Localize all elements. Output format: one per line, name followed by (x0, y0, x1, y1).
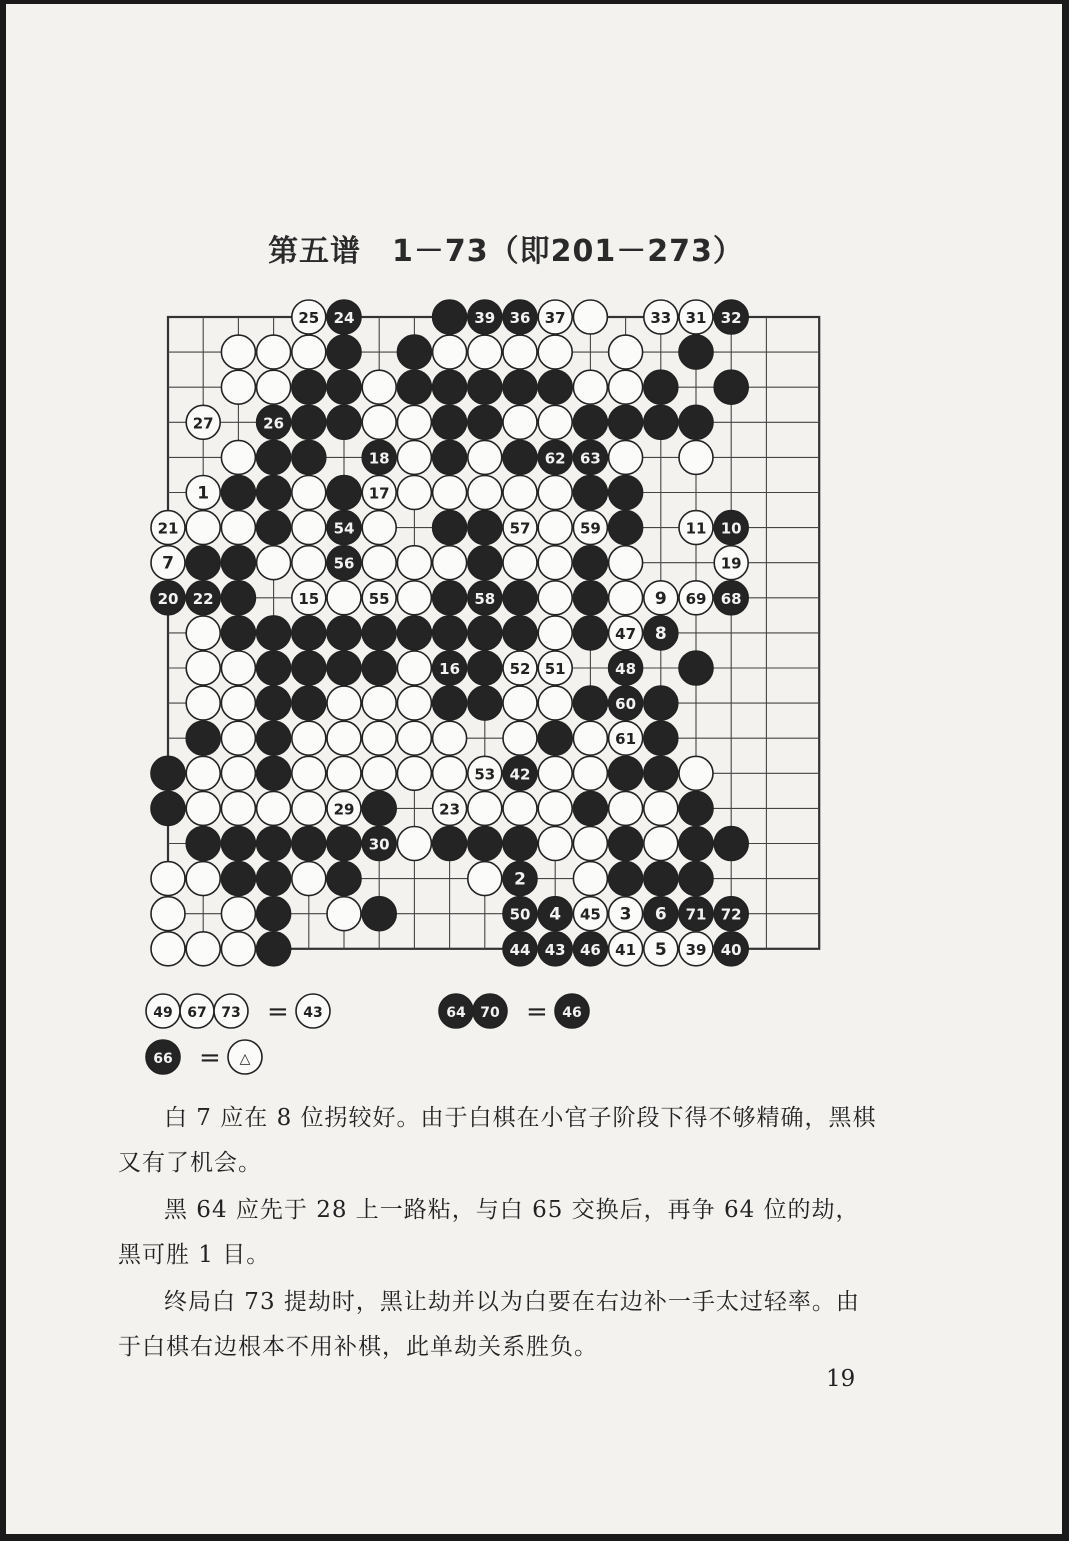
stone-black (362, 651, 396, 685)
move-number: 59 (579, 519, 601, 538)
stone-white (538, 616, 572, 650)
stone-black (644, 756, 678, 790)
stone-white (362, 405, 396, 439)
move-number: 4 (549, 904, 562, 925)
stone-white (292, 791, 326, 825)
stone-black (292, 616, 326, 650)
stone-black (468, 616, 502, 650)
legend-move-number: 67 (187, 1005, 207, 1021)
stone-black (433, 511, 467, 545)
move-number: 37 (544, 309, 566, 327)
stone-black (151, 756, 185, 790)
stone-black (433, 370, 467, 404)
stone-white (257, 370, 291, 404)
move-number: 17 (368, 484, 390, 503)
move-number: 47 (615, 624, 637, 643)
move-number: 39 (474, 309, 496, 327)
stone-black (433, 827, 467, 861)
stone-white (292, 335, 326, 369)
stone-white (573, 721, 607, 755)
stone-white (503, 476, 537, 510)
stone-black (679, 651, 713, 685)
stone-black (503, 616, 537, 650)
stone-white (433, 335, 467, 369)
stone-black (573, 791, 607, 825)
stone-black (644, 370, 678, 404)
move-number: 26 (263, 414, 285, 433)
move-number: 29 (333, 800, 355, 819)
stone-black (221, 827, 255, 861)
move-number: 58 (474, 589, 496, 608)
stone-white (468, 476, 502, 510)
legend-move-number: 49 (153, 1005, 173, 1021)
stone-white (292, 862, 326, 896)
stone-white (573, 862, 607, 896)
move-number: 1 (197, 483, 210, 504)
stone-white (186, 511, 220, 545)
stone-black (679, 405, 713, 439)
stone-black (186, 721, 220, 755)
stone-black (679, 862, 713, 896)
stone-white (433, 476, 467, 510)
stone-white (644, 827, 678, 861)
stone-white (186, 651, 220, 685)
stone-white (292, 511, 326, 545)
stone-white (327, 581, 361, 615)
stone-black (362, 616, 396, 650)
stone-black (573, 616, 607, 650)
stone-white (327, 721, 361, 755)
stone-black (433, 300, 467, 334)
move-number: 52 (509, 660, 531, 678)
stone-white (609, 440, 643, 474)
stone-white (503, 721, 537, 755)
stone-black (257, 932, 291, 966)
stone-white (362, 370, 396, 404)
stone-black (327, 405, 361, 439)
stone-black (644, 862, 678, 896)
stone-white (609, 546, 643, 580)
move-number: 54 (333, 519, 355, 538)
stone-white (503, 791, 537, 825)
stone-white (186, 686, 220, 720)
move-number: 22 (192, 589, 214, 608)
move-number: 62 (544, 449, 566, 468)
stone-black (503, 440, 537, 474)
move-number: 7 (162, 553, 174, 574)
stone-white (397, 827, 431, 861)
legend-move-number: 66 (153, 1051, 173, 1067)
move-number: 36 (509, 309, 531, 327)
stone-white (221, 791, 255, 825)
stone-white (573, 827, 607, 861)
move-number: 16 (439, 660, 461, 678)
stone-black (609, 827, 643, 861)
stone-white (221, 335, 255, 369)
stone-white (679, 440, 713, 474)
stone-white (609, 335, 643, 369)
stone-black (257, 511, 291, 545)
stone-white (433, 756, 467, 790)
stone-white (186, 616, 220, 650)
stone-white (151, 932, 185, 966)
stone-black (257, 756, 291, 790)
stone-white (468, 862, 502, 896)
stone-black (538, 721, 572, 755)
stone-black (609, 862, 643, 896)
stone-white (292, 721, 326, 755)
stone-black (292, 827, 326, 861)
stone-white (186, 756, 220, 790)
stone-white (679, 756, 713, 790)
stone-white (538, 405, 572, 439)
stone-white (327, 686, 361, 720)
move-number: 2 (514, 869, 526, 890)
move-number: 61 (615, 730, 637, 749)
commentary-paragraph-1: 白 7 应在 8 位拐较好。由于白棋在小官子阶段下得不够精确，黑棋又有了机会。 (118, 1105, 877, 1176)
legend-target-number: △ (239, 1051, 251, 1067)
stone-white (538, 476, 572, 510)
stone-white (609, 370, 643, 404)
stone-black (186, 827, 220, 861)
stone-black (292, 651, 326, 685)
stone-black (573, 686, 607, 720)
stone-white (221, 511, 255, 545)
commentary (118, 1096, 878, 1372)
stone-black (644, 686, 678, 720)
stone-black (609, 405, 643, 439)
stone-white (503, 686, 537, 720)
stone-black (538, 370, 572, 404)
move-number: 6 (654, 904, 667, 925)
stone-white (221, 686, 255, 720)
stone-black (468, 511, 502, 545)
stone-white (538, 335, 572, 369)
stone-white (397, 686, 431, 720)
move-number: 15 (298, 589, 320, 608)
stone-white (362, 511, 396, 545)
move-number: 18 (368, 449, 390, 468)
stone-black (221, 862, 255, 896)
stone-black (433, 440, 467, 474)
move-number: 41 (615, 940, 637, 959)
stone-black (151, 791, 185, 825)
stone-black (503, 581, 537, 615)
stone-black (221, 476, 255, 510)
stone-black (257, 827, 291, 861)
legend-target-number: 46 (562, 1005, 582, 1021)
move-number: 11 (685, 519, 707, 538)
stone-black (186, 546, 220, 580)
legend-equals: = (267, 997, 289, 1027)
stone-black (257, 721, 291, 755)
move-number: 48 (615, 660, 637, 678)
stone-white (221, 756, 255, 790)
move-number: 8 (654, 623, 667, 644)
stone-black (221, 616, 255, 650)
stone-white (503, 335, 537, 369)
move-number: 51 (544, 660, 566, 678)
move-number: 31 (685, 309, 707, 327)
move-number: 42 (509, 765, 531, 784)
stone-white (292, 756, 326, 790)
move-number: 19 (720, 554, 742, 573)
stone-black (327, 476, 361, 510)
stone-black (327, 827, 361, 861)
move-number: 60 (615, 695, 637, 714)
move-number: 23 (439, 800, 461, 819)
stone-black (468, 370, 502, 404)
stone-black (644, 721, 678, 755)
stone-black (609, 756, 643, 790)
commentary-paragraph-2: 黑 64 应先于 28 上一路粘，与白 65 交换后，再争 64 位的劫，黑可胜 1 目。 (118, 1197, 860, 1268)
stone-black (257, 897, 291, 931)
stone-white (397, 440, 431, 474)
stone-black (679, 335, 713, 369)
stone-white (468, 335, 502, 369)
stone-black (609, 511, 643, 545)
stone-black (679, 791, 713, 825)
legend-move-number: 64 (446, 1005, 466, 1021)
stone-white (609, 791, 643, 825)
stone-white (292, 476, 326, 510)
stone-black (573, 581, 607, 615)
stone-black (503, 370, 537, 404)
stone-white (292, 546, 326, 580)
stone-white (151, 897, 185, 931)
stone-white (468, 440, 502, 474)
stone-black (327, 651, 361, 685)
stone-black (468, 405, 502, 439)
stone-white (151, 862, 185, 896)
move-number: 71 (685, 905, 707, 924)
stone-black (468, 651, 502, 685)
stone-white (538, 511, 572, 545)
stone-black (362, 791, 396, 825)
stone-white (362, 686, 396, 720)
stone-white (221, 440, 255, 474)
move-number: 27 (192, 414, 214, 433)
stone-white (397, 721, 431, 755)
stone-black (433, 581, 467, 615)
move-number: 21 (157, 519, 179, 538)
stone-white (397, 476, 431, 510)
stone-white (257, 335, 291, 369)
stone-white (573, 300, 607, 334)
commentary-paragraph-3: 终局白 73 提劫时，黑让劫并以为白要在右边补一手太过轻率。由于白棋右边根本不用补棋，此单劫关系胜负。 (118, 1289, 860, 1360)
move-number: 46 (579, 940, 601, 959)
legend-move-number: 70 (480, 1005, 500, 1021)
move-number: 63 (579, 449, 601, 468)
stone-black (292, 405, 326, 439)
move-number: 40 (720, 940, 742, 959)
stone-black (257, 686, 291, 720)
stone-white (397, 756, 431, 790)
legend-target-number: 43 (303, 1005, 323, 1021)
stone-white (397, 581, 431, 615)
move-number: 5 (654, 939, 667, 960)
move-number: 50 (509, 905, 531, 924)
diagram-title: 第五谱 1－73（即201－273） (268, 234, 744, 269)
stone-white (468, 791, 502, 825)
stone-black (257, 651, 291, 685)
move-number: 10 (720, 519, 742, 538)
stone-black (327, 370, 361, 404)
move-number: 53 (474, 765, 496, 784)
move-number: 20 (157, 589, 179, 608)
stone-white (186, 791, 220, 825)
stone-black (714, 827, 748, 861)
stone-white (397, 546, 431, 580)
stone-black (433, 405, 467, 439)
move-number: 69 (685, 589, 707, 608)
move-number: 56 (333, 554, 355, 573)
stone-black (714, 370, 748, 404)
stone-white (397, 405, 431, 439)
move-number: 43 (544, 940, 566, 959)
stone-black (327, 862, 361, 896)
stone-white (397, 651, 431, 685)
stone-white (257, 546, 291, 580)
stone-white (538, 581, 572, 615)
stone-white (573, 756, 607, 790)
move-number: 39 (685, 940, 707, 959)
stone-black (327, 616, 361, 650)
page-number: 19 (826, 1366, 856, 1392)
stone-white (503, 546, 537, 580)
stone-black (257, 862, 291, 896)
stone-black (433, 686, 467, 720)
stone-white (644, 791, 678, 825)
move-number: 72 (720, 905, 742, 924)
stone-white (186, 932, 220, 966)
stone-black (397, 616, 431, 650)
stone-white (221, 651, 255, 685)
stone-white (221, 370, 255, 404)
stone-white (538, 791, 572, 825)
stone-black (397, 370, 431, 404)
stone-white (327, 756, 361, 790)
stone-black (327, 335, 361, 369)
stone-black (221, 546, 255, 580)
stone-black (362, 897, 396, 931)
stone-white (538, 686, 572, 720)
move-number: 30 (368, 835, 390, 854)
move-number: 44 (509, 940, 531, 959)
move-number: 32 (720, 309, 742, 327)
stone-white (221, 932, 255, 966)
stone-white (573, 370, 607, 404)
move-number: 55 (368, 589, 390, 608)
stone-black (468, 546, 502, 580)
stone-black (573, 476, 607, 510)
stone-white (433, 721, 467, 755)
stone-black (257, 476, 291, 510)
move-number: 24 (333, 309, 355, 327)
book-page (6, 4, 1062, 1534)
stone-white (609, 581, 643, 615)
move-number: 3 (619, 904, 632, 925)
stone-black (292, 686, 326, 720)
move-number: 57 (509, 519, 531, 538)
stone-black (257, 616, 291, 650)
stone-white (503, 405, 537, 439)
stone-black (221, 581, 255, 615)
stone-white (538, 546, 572, 580)
stone-white (362, 721, 396, 755)
stone-black (468, 686, 502, 720)
stone-black (644, 405, 678, 439)
stone-black (433, 616, 467, 650)
legend-move-number: 73 (221, 1005, 241, 1021)
stone-white (221, 897, 255, 931)
stone-black (468, 827, 502, 861)
stone-black (257, 440, 291, 474)
stone-white (186, 862, 220, 896)
move-number: 45 (579, 905, 601, 924)
stone-black (397, 335, 431, 369)
stone-white (538, 827, 572, 861)
stone-white (433, 546, 467, 580)
stone-white (362, 756, 396, 790)
stone-black (292, 370, 326, 404)
stone-white (221, 721, 255, 755)
stone-black (573, 546, 607, 580)
stone-black (679, 827, 713, 861)
legend-equals: = (526, 997, 548, 1027)
move-number: 33 (650, 309, 672, 327)
legend-equals: = (199, 1043, 221, 1073)
move-number: 68 (720, 589, 742, 608)
stone-black (609, 476, 643, 510)
stone-black (573, 405, 607, 439)
stone-white (257, 791, 291, 825)
stone-white (327, 897, 361, 931)
stone-black (503, 827, 537, 861)
stone-white (362, 546, 396, 580)
stone-white (538, 756, 572, 790)
move-number: 9 (654, 588, 667, 609)
move-number: 25 (298, 309, 320, 327)
stone-black (292, 440, 326, 474)
